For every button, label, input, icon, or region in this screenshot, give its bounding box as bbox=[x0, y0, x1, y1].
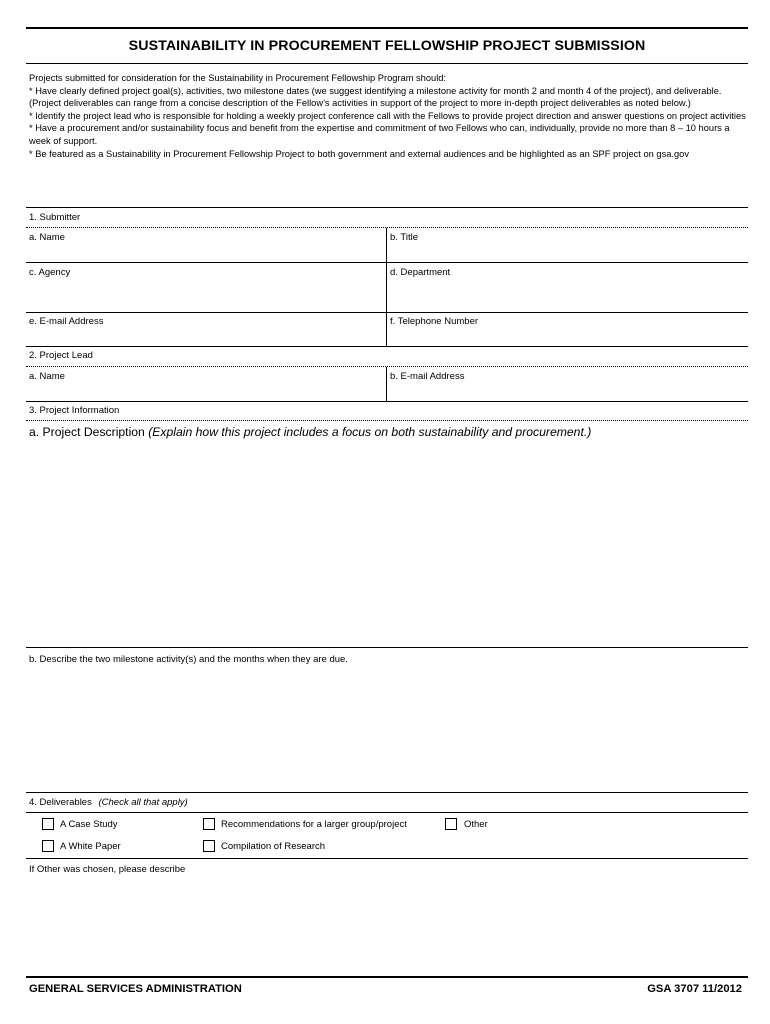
other-describe-field[interactable] bbox=[26, 878, 748, 974]
intro-bullet: * Have clearly defined project goal(s), activities, two milestone dates (we suggest identifying a milestone activity for month 2 and month 4 of the project), and deliverable. (Project deliverables can range from a concise description of the Fellow’s activities in support of the project to more in-depth project deliverables as noted below.) bbox=[29, 85, 722, 109]
white-paper-label: A White Paper bbox=[60, 841, 121, 852]
submitter-name-label: a. Name bbox=[29, 232, 65, 243]
form-title: SUSTAINABILITY IN PROCUREMENT FELLOWSHIP PROJECT SUBMISSION bbox=[128, 38, 646, 54]
other-checkbox[interactable] bbox=[445, 818, 457, 830]
submitter-email-label: e. E-mail Address bbox=[29, 316, 104, 327]
milestones-label: b. Describe the two milestone activity(s) and the months when they are due. bbox=[29, 654, 348, 665]
intro-line: Projects submitted for consideration for the Sustainability in Procurement Fellowship Program should: bbox=[29, 73, 447, 83]
top-rule bbox=[26, 27, 748, 29]
project-description-hint: (Explain how this project includes a focus on both sustainability and procurement.) bbox=[148, 425, 592, 439]
row-rule bbox=[26, 401, 748, 402]
recommendations-label: Recommendations for a larger group/project bbox=[221, 819, 407, 830]
submitter-title-field[interactable] bbox=[387, 228, 748, 262]
other-describe-label: If Other was chosen, please describe bbox=[29, 864, 186, 875]
footer-rule bbox=[26, 976, 748, 978]
row-rule bbox=[26, 792, 748, 793]
row-rule bbox=[26, 647, 748, 648]
row-rule bbox=[26, 346, 748, 347]
column-divider bbox=[386, 367, 387, 401]
intro-text bbox=[29, 72, 747, 160]
row-rule bbox=[26, 858, 748, 859]
case-study-checkbox[interactable] bbox=[42, 818, 54, 830]
milestones-field[interactable] bbox=[26, 668, 748, 792]
title-underline bbox=[26, 63, 748, 64]
section-1-top-rule bbox=[26, 207, 748, 208]
submitter-department-label: d. Department bbox=[390, 267, 451, 278]
lead-name-field[interactable] bbox=[26, 367, 386, 401]
deliverables-hint: (Check all that apply) bbox=[98, 797, 188, 808]
compilation-checkbox[interactable] bbox=[203, 840, 215, 852]
section-3-divider bbox=[26, 420, 748, 421]
submitter-agency-label: c. Agency bbox=[29, 267, 71, 278]
section-4-divider bbox=[26, 812, 748, 813]
submitter-title-label: b. Title bbox=[390, 232, 418, 243]
submitter-phone-label: f. Telephone Number bbox=[390, 316, 479, 327]
footer-form-number: GSA 3707 11/2012 bbox=[647, 983, 742, 995]
project-description-label bbox=[29, 425, 591, 439]
intro-bullet: * Identify the project lead who is responsible for holding a weekly project conference call with the Fellows to provide project direction and answer questions on project activities bbox=[29, 110, 746, 121]
intro-bullet: * Have a procurement and/or sustainability focus and benefit from the expertise and commitment of two Fellows who can, individually, provide no more than 8 – 10 hours a week of support. bbox=[29, 123, 730, 146]
footer-agency: GENERAL SERVICES ADMINISTRATION bbox=[29, 983, 242, 995]
recommendations-checkbox[interactable] bbox=[203, 818, 215, 830]
project-description-title: a. Project Description bbox=[29, 425, 145, 439]
project-description-field[interactable] bbox=[26, 442, 748, 647]
submitter-agency-field[interactable] bbox=[26, 263, 386, 312]
compilation-label: Compilation of Research bbox=[221, 841, 326, 852]
section-3-heading: 3. Project Information bbox=[29, 405, 120, 416]
lead-email-label: b. E-mail Address bbox=[390, 371, 465, 382]
section-4-heading bbox=[29, 797, 188, 808]
deliverables-title: 4. Deliverables bbox=[29, 797, 92, 808]
section-2-heading: 2. Project Lead bbox=[29, 350, 93, 361]
submitter-name-field[interactable] bbox=[26, 228, 386, 262]
column-divider bbox=[386, 228, 387, 346]
lead-name-label: a. Name bbox=[29, 371, 65, 382]
section-1-heading: 1. Submitter bbox=[29, 212, 81, 223]
white-paper-checkbox[interactable] bbox=[42, 840, 54, 852]
other-label: Other bbox=[464, 819, 488, 830]
case-study-label: A Case Study bbox=[60, 819, 118, 830]
intro-bullet: * Be featured as a Sustainability in Procurement Fellowship Project to both government and external audiences and be highlighted as an SPF project on gsa.gov bbox=[29, 148, 689, 159]
